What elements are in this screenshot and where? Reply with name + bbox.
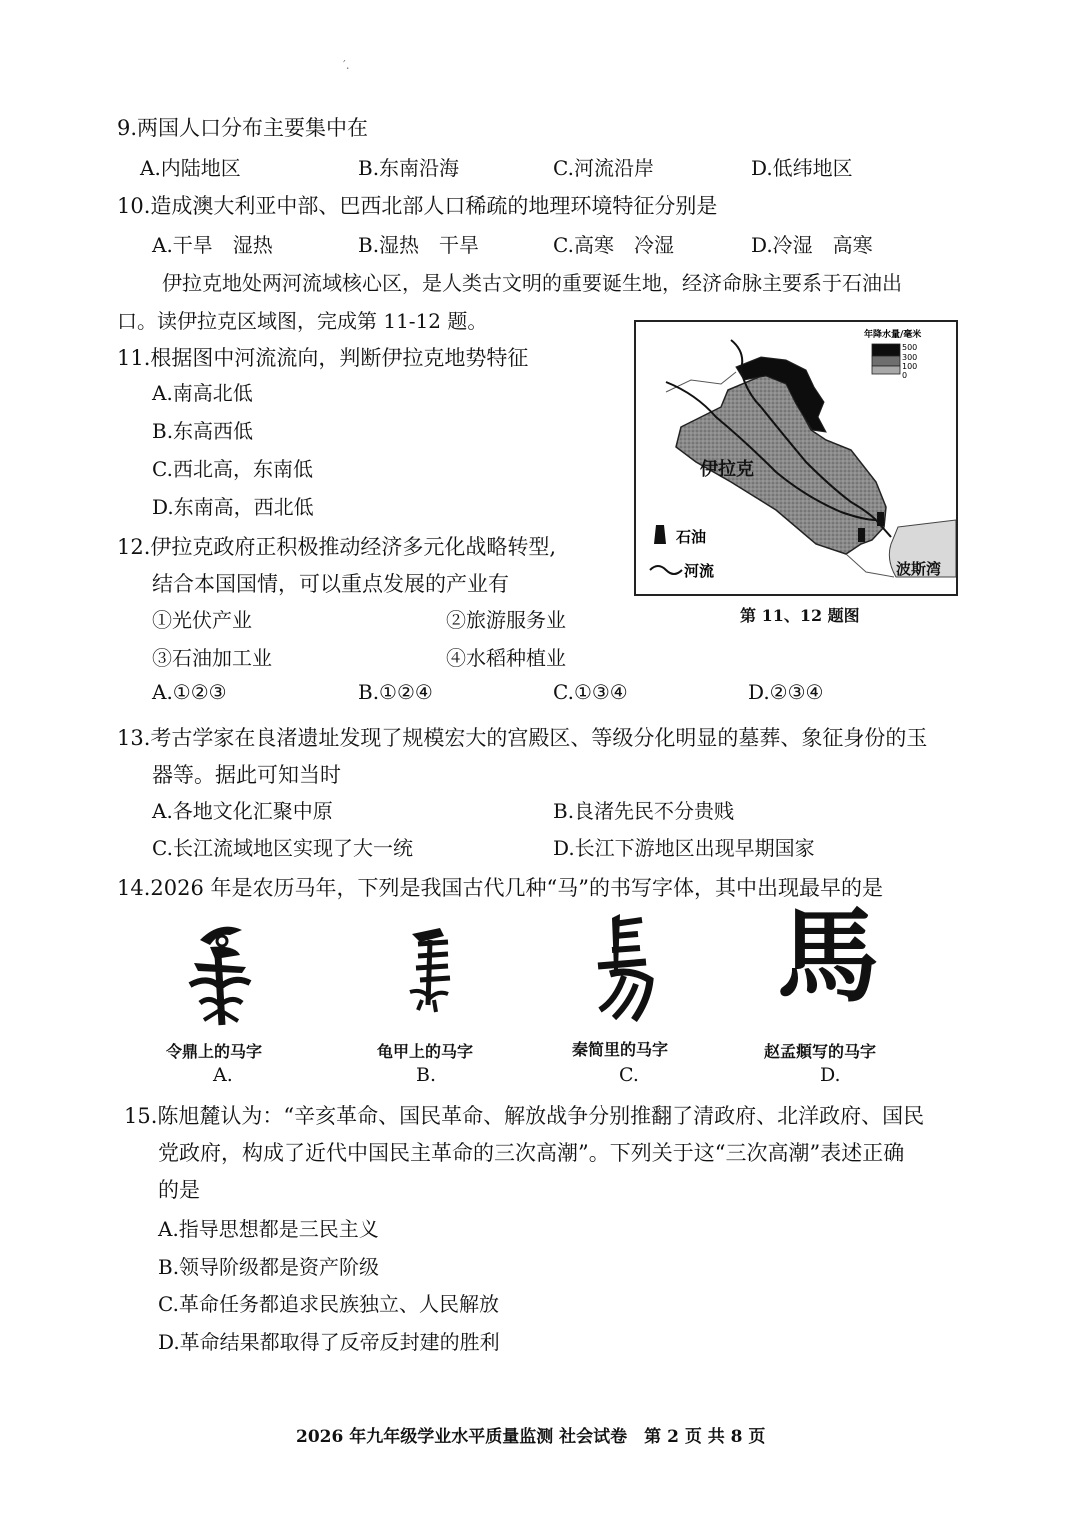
horse-glyph-b-letter: B. (416, 1064, 437, 1086)
question-15-option-c: C.革命任务都追求民族独立、人民解放 (158, 1292, 499, 1316)
question-10-option-c: C.高寒 冷湿 (553, 233, 674, 257)
horse-glyph-a-letter: A. (213, 1064, 233, 1086)
question-12-stem-line1: 12.伊拉克政府正积极推动经济多元化战略转型, (117, 535, 557, 559)
question-9-option-a: A.内陆地区 (140, 156, 241, 180)
iraq-map-svg (636, 322, 956, 594)
country-label: 伊拉克 (700, 459, 754, 480)
question-12-item-1: ①光伏产业 (152, 608, 252, 632)
border-line-north (666, 372, 736, 392)
question-11-stem: 11.根据图中河流流向，判断伊拉克地势特征 (117, 346, 529, 370)
legend-swatch-300 (872, 356, 900, 366)
question-9-option-c: C.河流沿岸 (553, 156, 654, 180)
question-12-item-2: ②旅游服务业 (446, 608, 566, 632)
border-line-south (846, 554, 894, 577)
question-12-option-b: B.①②④ (358, 680, 433, 704)
question-10-stem: 10.造成澳大利亚中部、巴西北部人口稀疏的地理环境特征分别是 (117, 194, 718, 218)
horse-glyph-c-label: 秦简里的马字 (572, 1040, 669, 1059)
question-11-option-d: D.东南高，西北低 (152, 495, 314, 519)
river-key-label: 河流 (684, 562, 715, 580)
iraq-region-map (634, 320, 958, 596)
question-13-option-c: C.长江流域地区实现了大一统 (152, 836, 413, 860)
legend-value-100: 100 (902, 362, 918, 371)
legend-value-500: 500 (902, 343, 918, 352)
horse-glyph-d-letter: D. (820, 1064, 841, 1086)
horse-glyph-bronze (180, 915, 260, 1030)
question-15-option-a: A.指导思想都是三民主义 (158, 1217, 379, 1241)
gulf-label: 波斯湾 (896, 560, 942, 578)
question-9-option-d: D.低纬地区 (751, 156, 853, 180)
question-12-option-d: D.②③④ (748, 680, 824, 704)
horse-glyph-qin-slip (590, 910, 660, 1025)
page-footer: 2026 年九年级学业水平质量监测 社会试卷 第 2 页 共 8 页 (296, 1427, 766, 1447)
oil-key-label: 石油 (676, 528, 707, 546)
horse-glyph-a-label: 令鼎上的马字 (166, 1042, 263, 1061)
intro-11-12-line1: 伊拉克地处两河流域核心区，是人类古文明的重要诞生地，经济命脉主要系于石油出 (162, 271, 902, 295)
question-9-option-b: B.东南沿海 (358, 156, 460, 180)
question-15-option-d: D.革命结果都取得了反帝反封建的胜利 (158, 1330, 500, 1354)
horse-glyph-zhao-mengfu: 馬 (777, 897, 879, 1017)
question-13-option-d: D.长江下游地区出现早期国家 (553, 836, 815, 860)
question-15-stem-line2: 党政府，构成了近代中国民主革命的三次高潮”。下列关于这“三次高潮”表述正确 (158, 1141, 905, 1165)
question-12-item-3: ③石油加工业 (152, 646, 272, 670)
question-11-option-b: B.东高西低 (152, 419, 254, 443)
scan-mark: ′. (343, 58, 350, 72)
legend-value-300: 300 (902, 353, 918, 362)
map-caption: 第 11、12 题图 (740, 606, 860, 625)
river-key-icon (650, 566, 682, 574)
question-10-option-a: A.干旱 湿热 (152, 233, 273, 257)
question-10-option-d: D.冷湿 高寒 (751, 233, 873, 257)
horse-glyph-b-label: 龟甲上的马字 (377, 1042, 474, 1061)
question-15-option-b: B.领导阶级都是资产阶级 (158, 1255, 380, 1279)
question-13-stem-line2: 器等。据此可知当时 (152, 763, 341, 787)
question-10-option-b: B.湿热 干旱 (358, 233, 480, 257)
legend-value-0: 0 (902, 371, 908, 380)
legend-title: 年降水量/毫米 (864, 330, 922, 340)
question-13-stem-line1: 13.考古学家在良渚遗址发现了规模宏大的宫殿区、等级分化明显的墓葬、象征身份的玉 (117, 726, 928, 750)
horse-glyph-c-letter: C. (619, 1064, 639, 1086)
question-13-option-a: A.各地文化汇聚中原 (152, 799, 333, 823)
question-15-stem-line3: 的是 (158, 1178, 200, 1202)
horse-glyph-oracle (400, 920, 460, 1025)
question-9-stem: 9.两国人口分布主要集中在 (117, 116, 369, 140)
question-11-option-a: A.南高北低 (152, 381, 253, 405)
question-12-item-4: ④水稻种植业 (446, 646, 566, 670)
question-14-stem: 14.2026 年是农历马年，下列是我国古代几种“马”的书写字体，其中出现最早的是 (117, 876, 883, 900)
question-13-option-b: B.良渚先民不分贵贱 (553, 799, 735, 823)
intro-11-12-line2: 口。读伊拉克区域图，完成第 11-12 题。 (117, 309, 488, 333)
question-12-option-c: C.①③④ (553, 680, 628, 704)
question-12-stem-line2: 结合本国国情，可以重点发展的产业有 (152, 572, 509, 596)
legend-swatch-500 (872, 344, 900, 356)
oil-marker-2 (877, 512, 884, 526)
question-15-stem-line1: 15.陈旭麓认为：“辛亥革命、国民革命、解放战争分别推翻了清政府、北洋政府、国民 (124, 1104, 925, 1128)
legend-swatch-100 (872, 366, 900, 374)
oil-marker-1 (858, 528, 865, 542)
question-12-option-a: A.①②③ (152, 680, 227, 704)
question-11-option-c: C.西北高，东南低 (152, 457, 313, 481)
horse-glyph-d-label: 赵孟頫写的马字 (764, 1042, 877, 1061)
oil-key-icon (654, 525, 666, 544)
